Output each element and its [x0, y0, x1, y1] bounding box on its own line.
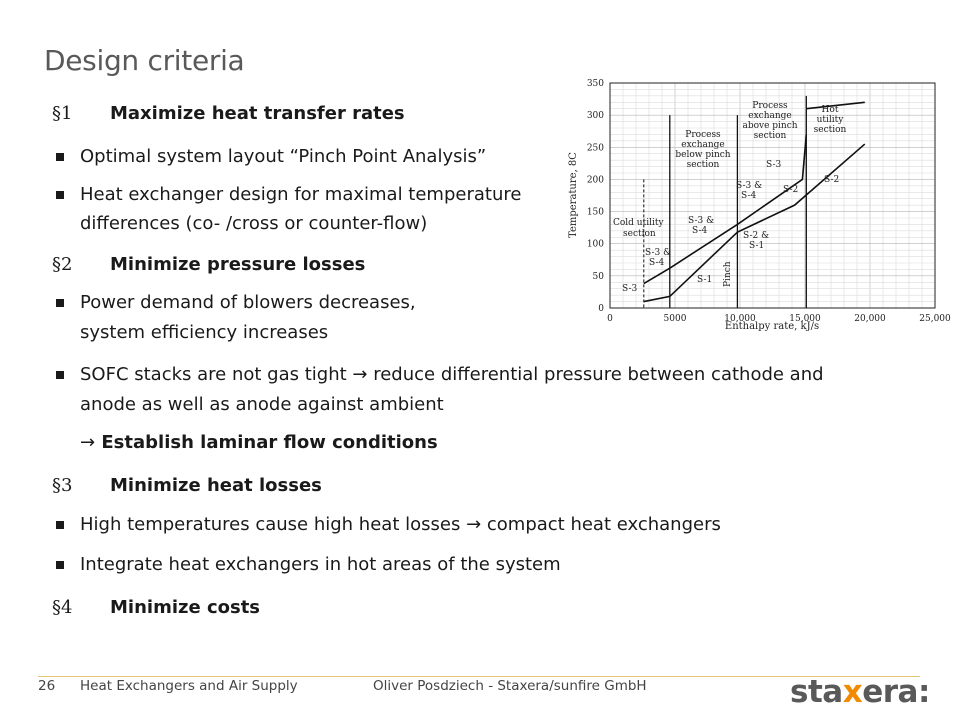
stream-label: S-2 — [824, 175, 840, 185]
stream-label: Pinch — [723, 261, 733, 287]
stream-label: S-3 — [766, 160, 782, 170]
x-tick-label: 20,000 — [854, 314, 886, 324]
footer-author: Oliver Posdziech - Staxera/sunfire GmbH — [373, 678, 647, 694]
bullet-text: Power demand of blowers decreases, — [80, 292, 416, 313]
stream-label: S-2 — [783, 185, 799, 195]
bullet-icon — [56, 299, 64, 307]
x-tick-label: 5000 — [663, 314, 687, 324]
stream-label: S-3 & S-4 — [645, 248, 672, 268]
section-label: Process exchange below pinch section — [675, 130, 731, 170]
bullet-item — [52, 364, 824, 385]
stream-label: S-1 — [697, 275, 713, 285]
y-tick-labels — [587, 79, 604, 314]
bullet-text: High temperatures cause high heat losses — [80, 514, 461, 535]
bullet-text: reduce differential pressure between cathode and — [367, 364, 824, 385]
section-number: §2 — [52, 254, 73, 275]
section-number: §1 — [52, 103, 73, 124]
bullet-icon — [56, 191, 64, 199]
footer-topic: Heat Exchangers and Air Supply — [80, 678, 298, 694]
pinch-chart — [565, 75, 951, 335]
stream-label: S-3 — [622, 284, 638, 294]
bullet-item — [52, 554, 561, 575]
emphasis-text: Establish laminar flow conditions — [101, 432, 438, 453]
bullet-continuation: differences (co- /cross or counter-flow) — [80, 213, 428, 234]
bullet-icon — [56, 153, 64, 161]
x-axis-label: Enthalpy rate, kJ/s — [724, 321, 820, 332]
footer-rule — [38, 676, 920, 677]
bullet-text: Integrate heat exchangers in hot areas of the system — [80, 554, 561, 575]
y-tick-label: 200 — [586, 175, 604, 186]
y-tick-label: 250 — [586, 143, 604, 154]
bullet-icon — [56, 521, 64, 529]
bullet-text: Optimal system layout “Pinch Point Analysis” — [80, 146, 487, 167]
page-title: Design criteria — [44, 44, 245, 77]
bullet-continuation: system efficiency increases — [80, 322, 329, 343]
series-line — [644, 144, 865, 301]
stream-label: S-3 & S-4 — [736, 181, 763, 201]
y-tick-label: 100 — [586, 239, 604, 250]
bullet-item — [52, 292, 416, 313]
bullet-item — [52, 184, 521, 205]
y-tick-label: 150 — [586, 207, 604, 218]
arrow-right-icon: → — [466, 514, 482, 535]
arrow-right-icon: → — [352, 364, 368, 385]
staxera-logo: staxera: — [790, 674, 930, 710]
bullet-text: Heat exchanger design for maximal temperature — [80, 184, 522, 205]
bullet-item — [52, 514, 721, 535]
section-2-heading — [52, 254, 365, 275]
section-title: Minimize pressure losses — [110, 254, 366, 275]
emphasis-line — [80, 432, 438, 453]
bullet-text: compact heat exchangers — [481, 514, 721, 535]
section-label: Cold utility section — [613, 218, 664, 239]
section-3-heading — [52, 475, 322, 496]
section-title: Maximize heat transfer rates — [110, 103, 405, 124]
bullet-icon — [56, 371, 64, 379]
section-4-heading — [52, 597, 260, 618]
section-title: Minimize heat losses — [110, 475, 322, 496]
section-label: Process exchange above pinch section — [742, 101, 798, 141]
y-tick-label: 0 — [598, 304, 604, 314]
bullet-item — [52, 146, 486, 167]
stream-label: S-2 & S-1 — [743, 231, 770, 251]
x-tick-label: 10,000 — [724, 314, 756, 324]
section-title: Minimize costs — [110, 597, 261, 618]
y-tick-label: 350 — [586, 79, 604, 89]
section-number: §3 — [52, 475, 73, 496]
y-tick-label: 50 — [592, 271, 604, 282]
x-tick-label: 0 — [607, 314, 613, 324]
arrow-right-icon: → — [80, 432, 96, 453]
section-1-heading — [52, 103, 405, 124]
page-number: 26 — [38, 678, 56, 694]
x-tick-label: 25,000 — [919, 314, 951, 324]
bullet-icon — [56, 561, 64, 569]
bullet-continuation: anode as well as anode against ambient — [80, 394, 444, 415]
section-number: §4 — [52, 597, 73, 618]
x-tick-label: 15,000 — [789, 314, 821, 324]
section-label: Hot utility section — [813, 105, 847, 135]
y-tick-label: 300 — [586, 111, 604, 122]
bullet-text: SOFC stacks are not gas tight — [80, 364, 347, 385]
stream-label: S-3 & S-4 — [688, 216, 715, 236]
y-axis-label: Temperature, 8C — [568, 152, 579, 238]
